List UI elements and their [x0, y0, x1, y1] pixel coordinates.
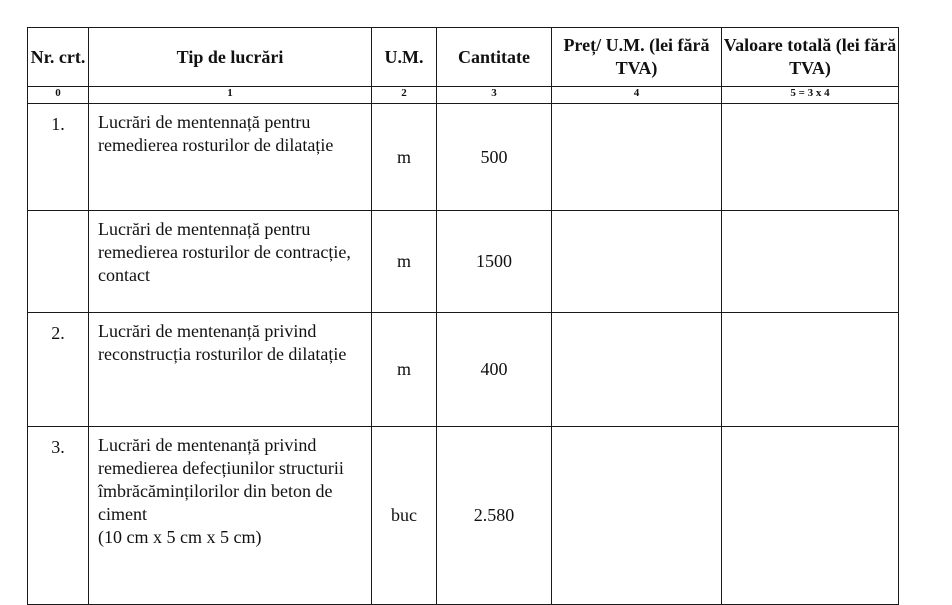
column-number-4: 4: [552, 87, 722, 104]
header-nr-crt: Nr. crt.: [28, 28, 89, 87]
row-total-cell[interactable]: [722, 104, 899, 211]
row-total-cell[interactable]: [722, 427, 899, 605]
row-quantity: 2.580: [437, 427, 552, 605]
row-unit-price-cell[interactable]: [552, 104, 722, 211]
column-number-2: 2: [372, 87, 437, 104]
row-description: Lucrări de mentenanță privind reconstrucția rosturilor de dilatație: [89, 313, 372, 427]
table-row: [28, 427, 899, 605]
header-quantity: Cantitate: [437, 28, 552, 87]
row-unit-price-cell[interactable]: [552, 211, 722, 313]
row-description: Lucrări de mentenanță privind remedierea defecțiunilor structurii îmbrăcămințilorilor din beton de ciment: [98, 435, 344, 524]
row-number: 2.: [28, 313, 89, 427]
row-unit-price-cell[interactable]: [552, 313, 722, 427]
table-row: [28, 104, 899, 211]
row-description-cell: [89, 427, 372, 605]
works-table-container: [27, 27, 899, 605]
row-number: 1.: [28, 104, 89, 211]
row-unit-price-cell[interactable]: [552, 427, 722, 605]
row-total-cell[interactable]: [722, 313, 899, 427]
row-quantity: 400: [437, 313, 552, 427]
row-description-dimensions: (10 cm x 5 cm x 5 cm): [98, 527, 262, 547]
header-unit-price: Preț/ U.M. (lei fără TVA): [552, 28, 722, 87]
row-description: Lucrări de mentennață pentru remedierea rosturilor de dilatație: [89, 104, 372, 211]
column-number-1: 1: [89, 87, 372, 104]
row-description: Lucrări de mentennață pentru remedierea rosturilor de contracție, contact: [89, 211, 372, 313]
row-unit: m: [372, 104, 437, 211]
column-number-5: 5 = 3 x 4: [722, 87, 899, 104]
works-table: [27, 27, 899, 605]
header-work-type: Tip de lucrări: [89, 28, 372, 87]
row-quantity: 500: [437, 104, 552, 211]
row-unit: buc: [372, 427, 437, 605]
column-number-row: [28, 87, 899, 104]
table-row: [28, 313, 899, 427]
table-row: [28, 211, 899, 313]
table-header-row: [28, 28, 899, 87]
row-unit: m: [372, 313, 437, 427]
column-number-0: 0: [28, 87, 89, 104]
column-number-3: 3: [437, 87, 552, 104]
row-number: 3.: [28, 427, 89, 605]
row-number: [28, 211, 89, 313]
row-unit: m: [372, 211, 437, 313]
header-unit: U.M.: [372, 28, 437, 87]
header-total-value: Valoare totală (lei fără TVA): [722, 28, 899, 87]
row-quantity: 1500: [437, 211, 552, 313]
row-total-cell[interactable]: [722, 211, 899, 313]
